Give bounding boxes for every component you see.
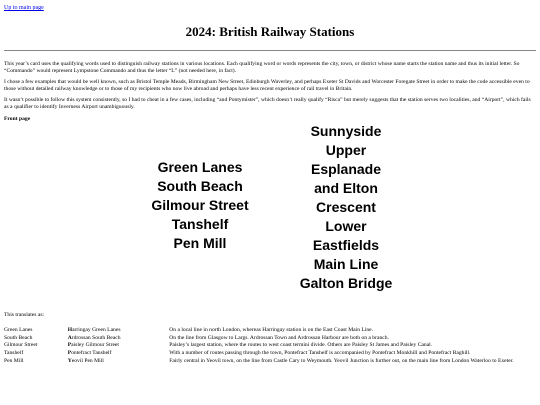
station-initial: A: [67, 334, 72, 341]
translates-label: This translates as:: [4, 312, 45, 319]
note-cell: Fairly central in Yeovil town, on the line from Castle Cary to Weymouth. Yeovil Junction is further out, on the main line from London Waterloo to Exeter.: [169, 357, 514, 364]
intro-paragraph-3: It wasn’t possible to follow this system consistently, so I had to cheat in a few cases, including “and Pontymister”, which doesn’t really qualify “Risca” but merely suggests that the station serves two localities, and “Airport”, which fails as a qualifier to identify Inverness Airport unambiguously.: [4, 97, 531, 110]
station-rest: aisley Gilmour Street: [71, 342, 119, 349]
title-divider: [4, 50, 536, 51]
qualifier-cell: South Beach: [4, 334, 33, 341]
table-row: [4, 327, 536, 335]
station-cell: [68, 342, 170, 350]
note-cell: With a number of routes passing through the town, Pontefract Tanshelf is accompanied by Pontefract Monkhill and Pontefract Baghill.: [169, 350, 471, 357]
station-cell: [68, 358, 170, 366]
card-word: Pen Mill: [173, 235, 227, 252]
card-word: Tanshelf: [171, 216, 229, 233]
table-row: [4, 350, 536, 358]
qualifier-cell: Gilmour Street: [4, 342, 38, 349]
table-row: [4, 335, 536, 343]
card-word: Crescent: [316, 199, 376, 216]
station-rest: rdrossan South Beach: [71, 334, 121, 341]
card-left-column: [140, 158, 260, 253]
card-word: Main Line: [313, 256, 379, 273]
note-cell: On a local line in north London, whereas Harringay station is on the East Coast Main Line.: [169, 326, 374, 333]
front-page-label: Front page: [4, 115, 31, 122]
up-to-main-link[interactable]: Up to main page: [4, 5, 44, 11]
page-title: 2024: British Railway Stations: [185, 24, 355, 39]
card-word: and Elton: [314, 180, 378, 197]
station-rest: arringay Green Lanes: [72, 326, 121, 333]
card-word: Green Lanes: [157, 159, 243, 176]
card-word: Esplanade: [310, 161, 382, 178]
card-word: Upper: [325, 142, 367, 159]
translation-table: [4, 327, 536, 366]
card-word: Eastfields: [312, 237, 380, 254]
table-row: [4, 342, 536, 350]
station-initial: P: [67, 350, 72, 357]
station-rest: ontefract Tanshelf: [71, 350, 112, 357]
card-word: Gilmour Street: [151, 197, 249, 214]
station-cell: [68, 327, 170, 335]
card-right-column: [286, 122, 406, 293]
station-rest: eovil Pen Mill: [71, 357, 104, 364]
station-initial: P: [67, 342, 72, 349]
qualifier-cell: Tanshelf: [4, 350, 24, 357]
qualifier-cell: Green Lanes: [4, 326, 33, 333]
station-cell: [68, 350, 170, 358]
card-word: Galton Bridge: [299, 275, 393, 292]
station-initial: H: [67, 326, 73, 333]
station-cell: [68, 335, 170, 343]
note-cell: On the line from Glasgow to Largs. Ardrossan Town and Ardrossan Harbour are both on a branch.: [169, 334, 389, 341]
note-cell: Paisley’s largest station, where the routes to west coast termini divide. Others are Paisley St James and Paisley Canal.: [169, 342, 433, 349]
table-row: [4, 358, 536, 366]
card-word: Sunnyside: [310, 123, 382, 140]
intro-paragraph-2: I chose a few examples that would be well known, such as Bristol Temple Meads, Birmingham New Street, Edinburgh Waverley, and perhaps Exeter St Davids and Worcester Foregate Street in order to make the code accessible even to those without detailed railway knowledge or to those of my recipients who now live abroad and perhaps have less recent experience of rail travel in Britain.: [4, 79, 530, 92]
card-front: [4, 122, 536, 300]
card-word: Lower: [325, 218, 367, 235]
card-word: South Beach: [157, 178, 243, 195]
station-initial: Y: [67, 357, 72, 364]
intro-paragraph-1: This year’s card uses the qualifying words used to distinguish railway stations in various locations. Each qualifying word or words represents the city, town, or district whose name starts the station name and thus its initial letter. So “Commando” would represent Lympstone Commando and thus the letter “L” (not needed here, in fact).: [4, 61, 520, 74]
qualifier-cell: Pen Mill: [4, 357, 24, 364]
